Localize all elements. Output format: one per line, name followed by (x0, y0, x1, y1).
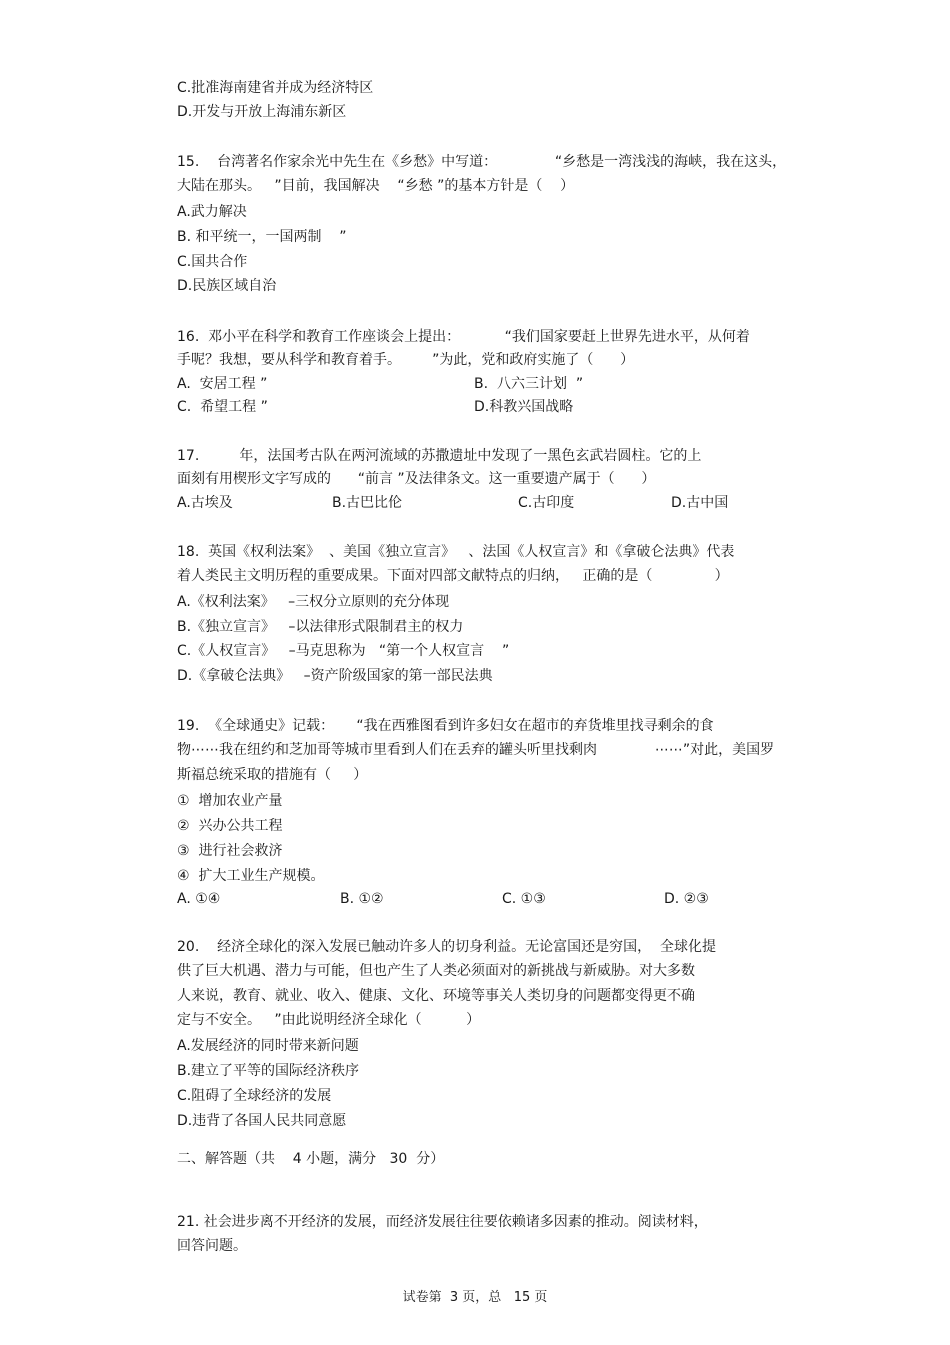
q15-option-c: C.国共合作 (177, 254, 248, 270)
q19-option-b: B. ①② (340, 891, 384, 907)
q20-stem-line-1: 20. 经济全球化的深入发展已触动许多人的切身利益。无论富国还是穷国， 全球化提 (177, 939, 716, 955)
q17-option-b: B.古巴比伦 (332, 495, 403, 511)
q19-item-4: ④ 扩大工业生产规模。 (177, 868, 325, 884)
q16-option-c: C. 希望工程 ” (177, 399, 268, 415)
q19-item-2: ② 兴办公共工程 (177, 818, 283, 834)
q15-option-d: D.民族区域自治 (177, 278, 277, 294)
q19-option-a: A. ①④ (177, 891, 221, 907)
q20-option-b: B.建立了平等的国际经济秩序 (177, 1063, 360, 1079)
q17-option-c: C.古印度 (518, 495, 575, 511)
q15-option-a: A.武力解决 (177, 204, 247, 220)
section-2-heading: 二、解答题（共 4 小题，满分 30 分） (177, 1151, 445, 1167)
q14-option-c: C.批准海南建省并成为经济特区 (177, 80, 374, 96)
q19-stem-line-1: 19. 《全球通史》记载： “我在西雅图看到许多妇女在超市的弃货堆里找寻剩余的食 (177, 718, 714, 734)
q18-stem-line-2: 着人类民主文明历程的重要成果。下面对四部文献特点的归纳， 正确的是（ ） (177, 568, 729, 584)
q19-option-c: C. ①③ (502, 891, 546, 907)
q19-item-1: ① 增加农业产量 (177, 793, 283, 809)
q15-stem-line-1: 15. 台湾著名作家余光中先生在《乡愁》中写道： “乡愁是一湾浅浅的海峡，我在这头， (177, 154, 787, 170)
q20-stem-line-3: 人来说，教育、就业、收入、健康、文化、环境等事关人类切身的问题都变得更不确 (177, 988, 695, 1004)
q14-option-d: D.开发与开放上海浦东新区 (177, 104, 347, 120)
q16-option-d: D.科教兴国战略 (474, 399, 574, 415)
q15-option-b: B. 和平统一，一国两制 ” (177, 229, 347, 245)
q20-stem-line-2: 供了巨大机遇、潜力与可能，但也产生了人类必须面对的新挑战与新威胁。对大多数 (177, 963, 695, 979)
q17-stem-line-2: 面刻有用楔形文字写成的 “前言 ”及法律条文。这一重要遗产属于（ ） (177, 471, 656, 487)
q17-option-a: A.古埃及 (177, 495, 233, 511)
q21-stem-line-1: 21. 社会进步离不开经济的发展，而经济发展往往要依赖诸多因素的推动。阅读材料， (177, 1214, 708, 1230)
q20-stem-line-4: 定与不安全。 ”由此说明经济全球化（ ） (177, 1012, 481, 1028)
q16-option-b: B. 八六三计划 ” (474, 376, 584, 392)
q19-stem-line-3: 斯福总统采取的措施有（ ） (177, 767, 368, 783)
q16-stem-line-1: 16. 邓小平在科学和教育工作座谈会上提出： “我们国家要赶上世界先进水平，从何着 (177, 329, 750, 345)
q15-stem-line-2: 大陆在那头。 ”目前，我国解决 “乡愁 ”的基本方针是（ ） (177, 178, 575, 194)
q19-stem-line-2: 物⋯⋯我在纽约和芝加哥等城市里看到人们在丢弃的罐头听里找剩肉 ⋯⋯”对此，美国罗 (177, 742, 775, 758)
q17-option-d: D.古中国 (671, 495, 729, 511)
q18-option-c: C.《人权宣言》 –马克思称为 “第一个人权宣言 ” (177, 643, 510, 659)
q20-option-a: A.发展经济的同时带来新问题 (177, 1038, 359, 1054)
q21-stem-line-2: 回答问题。 (177, 1238, 247, 1254)
q18-option-a: A.《权利法案》 –三权分立原则的充分体现 (177, 594, 450, 610)
q18-option-d: D.《拿破仑法典》 –资产阶级国家的第一部民法典 (177, 668, 493, 684)
q20-option-d: D.违背了各国人民共同意愿 (177, 1113, 347, 1129)
q16-option-a: A. 安居工程 ” (177, 376, 268, 392)
q16-stem-line-2: 手呢？我想，要从科学和教育着手。 ”为此，党和政府实施了（ ） (177, 352, 635, 368)
q17-stem-line-1: 17. 年，法国考古队在两河流域的苏撒遗址中发现了一黑色玄武岩圆柱。它的上 (177, 448, 702, 464)
q19-option-d: D. ②③ (664, 891, 709, 907)
q18-option-b: B.《独立宣言》 –以法律形式限制君主的权力 (177, 619, 464, 635)
q20-option-c: C.阻碍了全球经济的发展 (177, 1088, 332, 1104)
q19-item-3: ③ 进行社会救济 (177, 843, 283, 859)
page-footer: 试卷第 3 页，总 15 页 (402, 1290, 548, 1305)
q18-stem-line-1: 18. 英国《权利法案》 、美国《独立宣言》 、法国《人权宣言》和《拿破仑法典》代表 (177, 544, 735, 560)
